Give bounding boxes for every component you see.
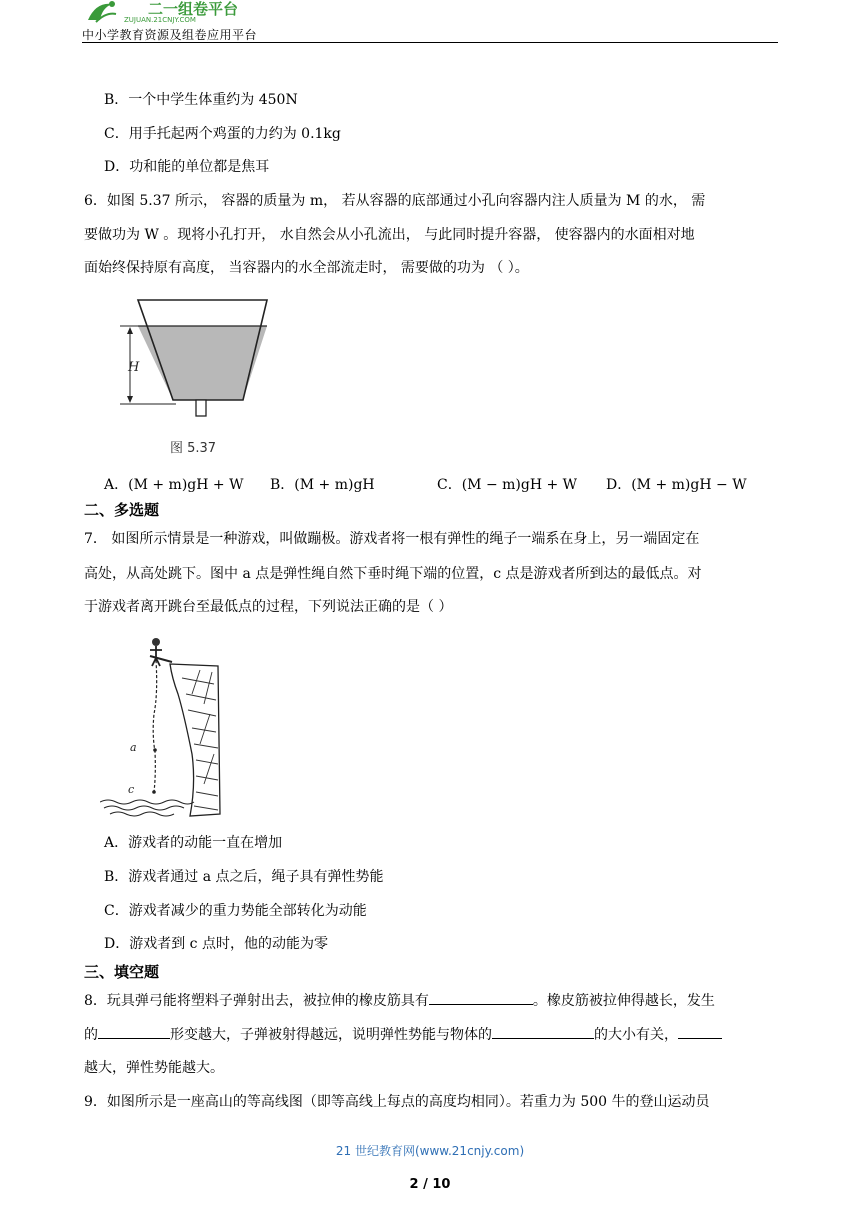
point-c-label: c <box>128 783 135 796</box>
q5-option-c: C．用手托起两个鸡蛋的力约为 0.1kg <box>104 126 341 142</box>
point-a-label: a <box>130 741 137 754</box>
footer-link[interactable]: 21 世纪教育网(www.21cnjy.com) <box>335 1144 525 1158</box>
q6-line-1: 6．如图 5.37 所示， 容器的质量为 m， 若从容器的底部通过小孔向容器内注人质量为 M 的水， 需 <box>84 193 706 209</box>
section-heading-multi-choice: 二、多选题 <box>84 501 160 519</box>
q6-line-2: 要做功为 W 。现将小孔打开， 水自然会从小孔流出， 与此同时提升容器， 使容器内的水面相对地 <box>84 227 695 243</box>
q8-text-4: 形变越大，子弹被射得越远，说明弹性势能与物体的 <box>170 1027 492 1043</box>
header-subtitle: 中小学教育资源及组卷应用平台 <box>82 28 258 42</box>
q8-blank-1[interactable] <box>429 990 533 1005</box>
q8-line-1 <box>84 990 715 1011</box>
q6-choice-c: C．(M − m)gH + W <box>437 477 578 493</box>
q7-line-2: 高处，从高处跳下。图中 a 点是弹性绳自然下垂时绳下端的位置，c 点是游戏者所到达的最低点。对 <box>84 566 702 582</box>
q7-option-a: A．游戏者的动能一直在增加 <box>104 835 283 851</box>
q8-text-1: 8．玩具弹弓能将塑料子弹射出去，被拉伸的橡皮筋具有 <box>84 993 429 1009</box>
q5-option-d: D．功和能的单位都是焦耳 <box>104 159 270 175</box>
figure-caption: 图 5.37 <box>170 441 217 456</box>
q8-text-6: 越大，弹性势能越大。 <box>84 1060 224 1076</box>
q7-option-b: B．游戏者通过 a 点之后，绳子具有弹性势能 <box>104 869 384 885</box>
q7-line-1: 7． 如图所示情景是一种游戏，叫做蹦极。游戏者将一根有弹性的绳子一端系在身上，另一端固定在 <box>84 531 700 547</box>
height-label: H <box>128 360 140 375</box>
q6-choice-b: B．(M + m)gH <box>270 477 375 493</box>
q8-line-2 <box>84 1024 722 1045</box>
q6-choice-a: A．(M + m)gH + W <box>104 477 244 493</box>
q6-line-3: 面始终保持原有高度， 当容器内的水全部流走时， 需要做的功为 （ ）。 <box>84 260 529 276</box>
q5-option-b: B．一个中学生体重约为 450N <box>104 92 298 108</box>
q9-line-1: 9．如图所示是一座高山的等高线图（即等高线上每点的高度均相同）。若重力为 500 牛的登山运动员 <box>84 1094 710 1110</box>
q8-blank-3[interactable] <box>492 1024 594 1039</box>
logo-text: 二一组卷平台 <box>148 0 239 18</box>
q8-text-2: 。橡皮筋被拉伸得越长，发生 <box>532 993 715 1009</box>
container-figure <box>118 296 278 458</box>
q7-option-d: D．游戏者到 c 点时，他的动能为零 <box>104 936 328 952</box>
q7-option-c: C．游戏者减少的重力势能全部转化为动能 <box>104 903 367 919</box>
section-heading-fill-blank: 三、填空题 <box>84 963 160 981</box>
q8-text-3: 的 <box>84 1027 98 1043</box>
logo-url-text: ZUJUAN.21CNJY.COM <box>124 16 196 24</box>
page-number: 2 / 10 <box>409 1177 451 1192</box>
q8-blank-4[interactable] <box>678 1024 722 1039</box>
bungee-figure <box>100 634 224 820</box>
header-divider <box>82 42 778 43</box>
site-logo <box>82 0 272 24</box>
q8-text-5: 的大小有关， <box>594 1027 678 1043</box>
q8-blank-2[interactable] <box>98 1024 170 1039</box>
q6-choice-d: D．(M + m)gH − W <box>606 477 747 493</box>
q7-line-3: 于游戏者离开跳台至最低点的过程，下列说法正确的是（ ） <box>84 599 453 615</box>
